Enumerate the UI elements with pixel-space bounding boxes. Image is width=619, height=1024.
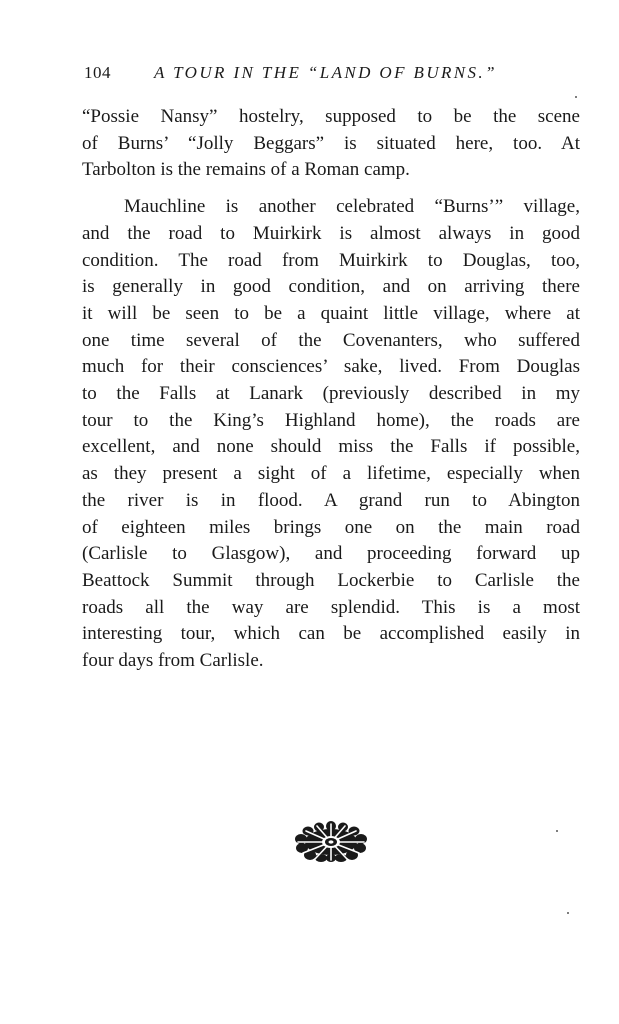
text-line: much for their consciences’ sake, lived. From Douglas: [82, 356, 580, 378]
text-line: condition. The road from Muirkirk to Douglas, too,: [82, 249, 580, 271]
paragraph-1: [82, 104, 580, 184]
text-line: to the Falls at Lanark (previously described in my: [82, 383, 580, 405]
paragraph-2: [82, 194, 580, 675]
text-line: roads all the way are splendid. This is a most: [82, 596, 580, 618]
text-line: one time several of the Covenanters, who suffered: [82, 329, 580, 351]
text-line: it will be seen to be a quaint little village, where at: [82, 302, 580, 324]
text-line: as they present a sight of a lifetime, especially when: [82, 463, 580, 485]
text-line: four days from Carlisle.: [82, 650, 264, 672]
text-line: Tarbolton is the remains of a Roman camp.: [82, 159, 410, 181]
text-line: is generally in good condition, and on arriving there: [82, 276, 580, 298]
text-line: Mauchline is another celebrated “Burns’” village,: [124, 196, 580, 218]
body-text: [82, 104, 580, 675]
running-title: A TOUR IN THE “LAND OF BURNS.”: [154, 63, 497, 82]
paper-speck: [556, 830, 558, 832]
text-line: excellent, and none should miss the Falls if possible,: [82, 436, 580, 458]
paper-speck: [567, 912, 569, 914]
text-line: of eighteen miles brings one on the main road: [82, 516, 580, 538]
text-line: and the road to Muirkirk is almost always in good: [82, 222, 580, 244]
text-line: “Possie Nansy” hostelry, supposed to be the scene: [82, 106, 580, 127]
floral-ornament-icon: [293, 820, 369, 862]
paper-speck: [575, 96, 577, 98]
text-line: Beattock Summit through Lockerbie to Carlisle the: [82, 569, 580, 591]
text-line: the river is in flood. A grand run to Abington: [82, 489, 580, 511]
running-head: [84, 60, 544, 86]
text-line: of Burns’ “Jolly Beggars” is situated here, too. At: [82, 132, 580, 154]
page-number: 104: [84, 63, 111, 82]
text-line: interesting tour, which can be accomplished easily in: [82, 623, 580, 645]
text-line: tour to the King’s Highland home), the roads are: [82, 409, 580, 431]
text-line: (Carlisle to Glasgow), and proceeding forward up: [82, 543, 580, 565]
